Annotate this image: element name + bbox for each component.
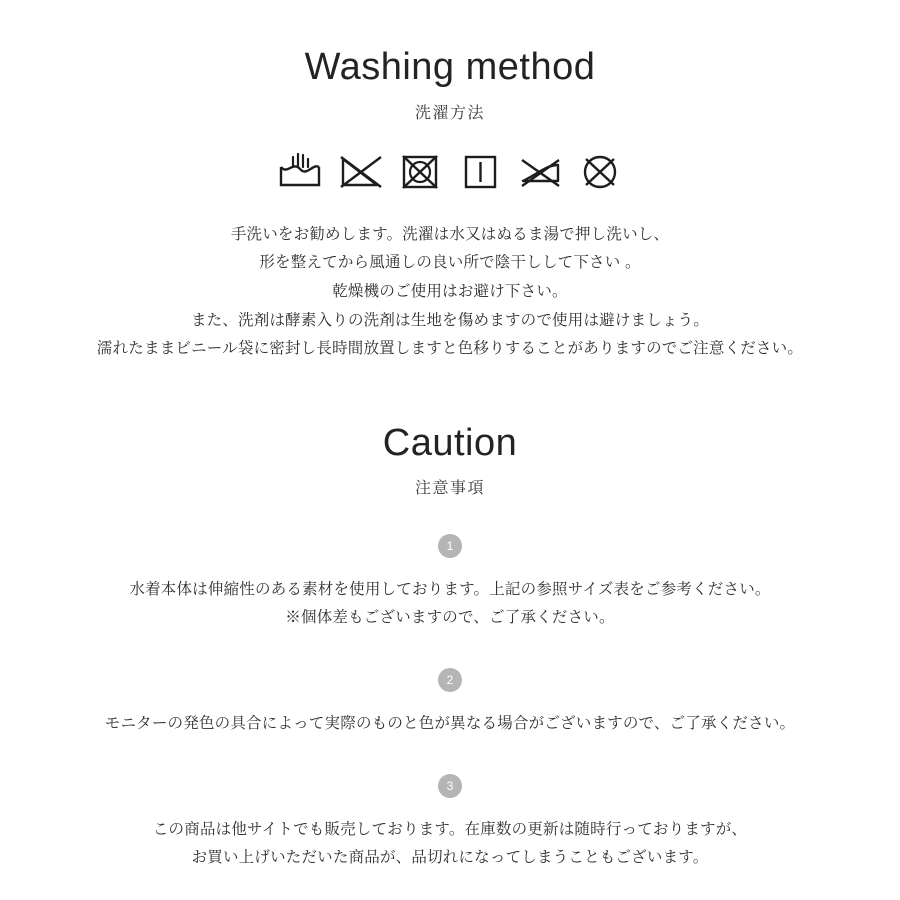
caution-text	[0, 576, 900, 632]
washing-note-line: 手洗いをお勧めします。洗濯は水又はぬるま湯で押し洗いし、	[230, 225, 670, 243]
washing-method-section	[0, 0, 900, 364]
washing-method-title-en: Washing method	[304, 46, 596, 88]
caution-title-en: Caution	[382, 422, 518, 465]
caution-text-line: モニターの発色の具合によって実際のものと色が異なる場合がございますので、ご了承ください。	[104, 714, 796, 732]
caution-number-badge: 3	[438, 774, 462, 798]
caution-title-ja: 注意事項	[414, 480, 485, 498]
caution-text-line: 水着本体は伸縮性のある素材を使用しております。上記の参照サイズ表をご参考ください。	[129, 581, 771, 599]
caution-text-line: ※個体差もございますので、ご了承ください。	[285, 608, 615, 626]
no-bleach-icon	[337, 151, 383, 191]
caution-item	[0, 774, 900, 872]
washing-note-line: また、洗剤は酵素入りの洗剤は生地を傷めますので使用は避けましょう。	[190, 311, 710, 329]
caution-number-badge: 2	[438, 668, 462, 692]
hand-wash-icon	[277, 151, 323, 191]
care-symbol-row	[0, 151, 900, 191]
caution-section	[0, 422, 900, 871]
caution-number-badge: 1	[438, 534, 462, 558]
washing-note-line: 乾燥機のご使用はお避け下さい。	[332, 283, 568, 301]
caution-item	[0, 668, 900, 738]
washing-method-title-ja: 洗濯方法	[414, 104, 485, 122]
no-tumble-dry-icon	[397, 151, 443, 191]
washing-note-line: 形を整えてから風通しの良い所で陰干しして下さい 。	[259, 254, 641, 272]
no-iron-icon	[517, 151, 563, 191]
caution-text-line: お買い上げいただいた商品が、品切れになってしまうこともございます。	[191, 848, 709, 866]
caution-text	[0, 816, 900, 872]
caution-text-line: この商品は他サイトでも販売しております。在庫数の更新は随時行っておりますが、	[152, 820, 748, 838]
no-dry-clean-icon	[577, 151, 623, 191]
washing-note-line: 濡れたままビニール袋に密封し長時間放置しますと色移りすることがありますのでご注意ください。	[96, 340, 804, 358]
caution-item	[0, 534, 900, 632]
drip-dry-in-shade-icon	[457, 151, 503, 191]
caution-text	[0, 710, 900, 738]
washing-note	[0, 221, 900, 364]
